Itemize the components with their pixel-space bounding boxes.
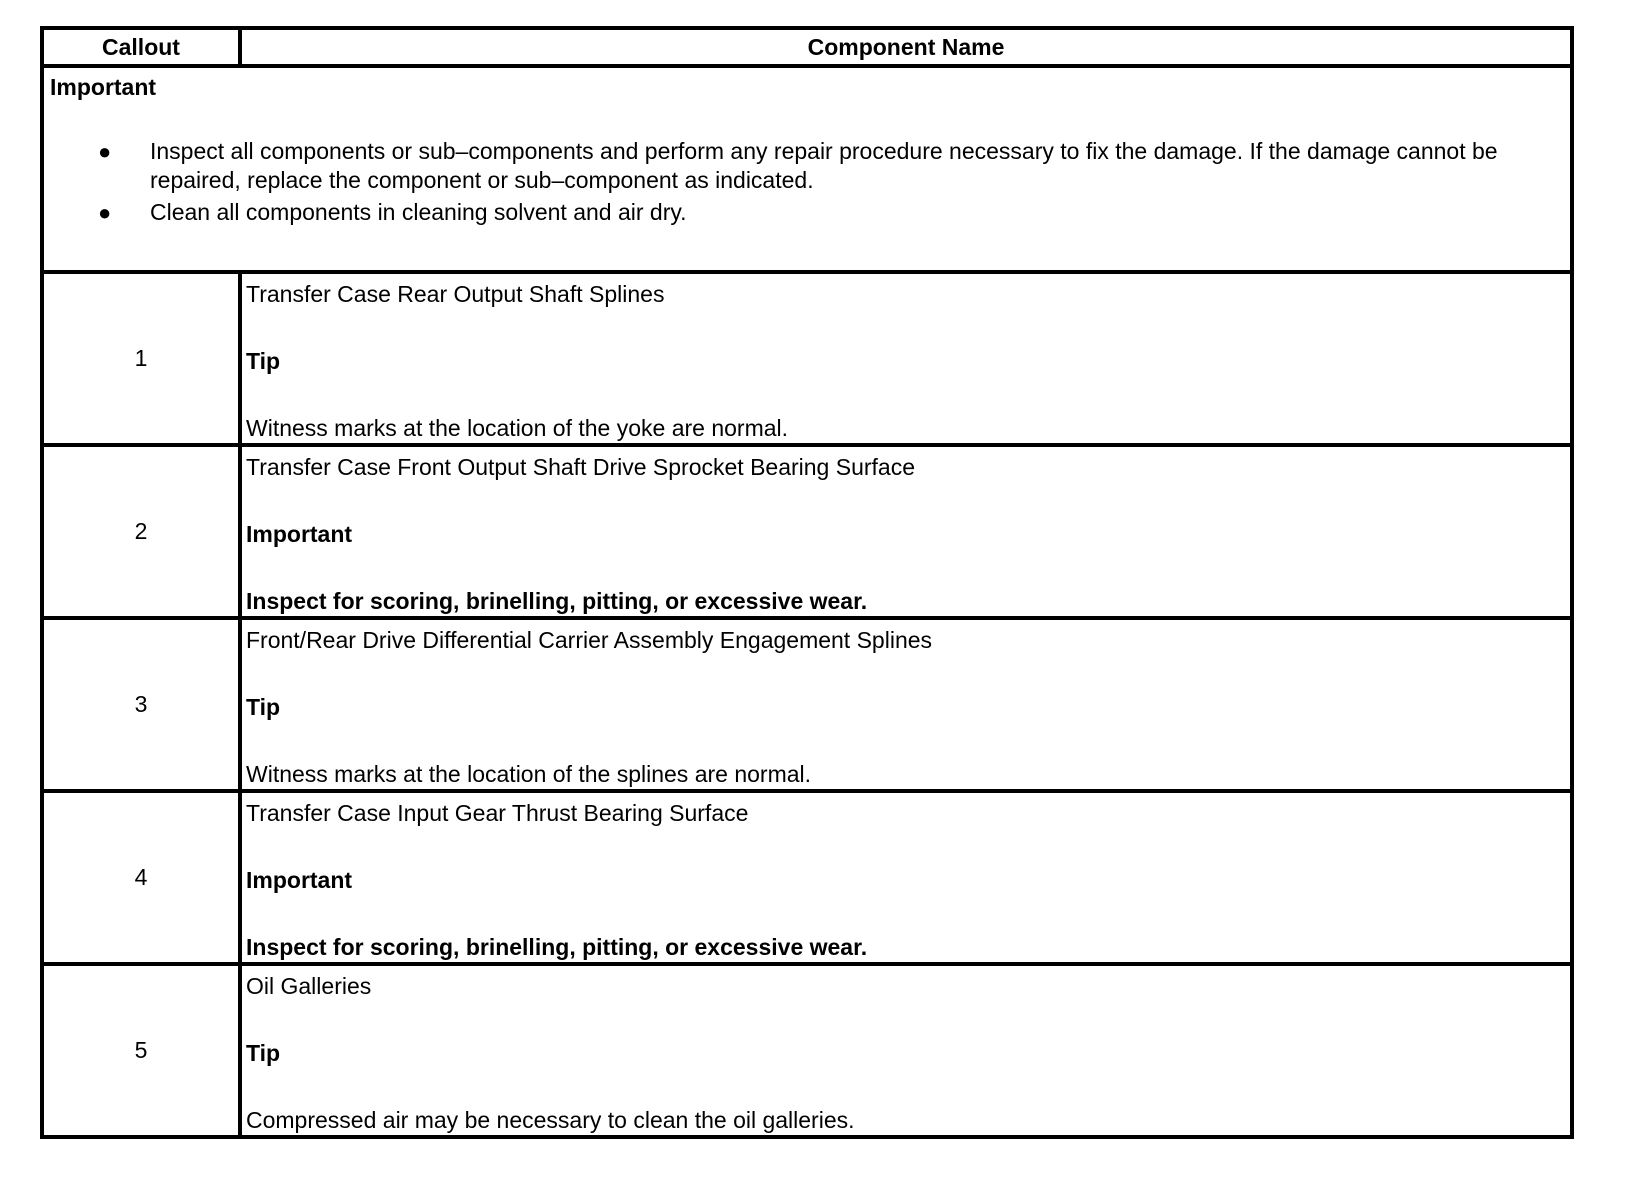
header-row bbox=[42, 28, 1572, 66]
note-label: Important bbox=[246, 867, 353, 893]
table-row bbox=[42, 964, 1572, 1137]
note-text: Compressed air may be necessary to clean the oil galleries. bbox=[246, 1107, 855, 1133]
component-cell bbox=[240, 618, 1572, 791]
header-component-name: Component Name bbox=[240, 28, 1572, 66]
component-name: Front/Rear Drive Differential Carrier Assembly Engagement Splines bbox=[246, 627, 933, 653]
general-note-item bbox=[50, 198, 1564, 227]
component-cell bbox=[240, 964, 1572, 1137]
component-name: Transfer Case Rear Output Shaft Splines bbox=[246, 281, 665, 307]
component-name: Oil Galleries bbox=[246, 973, 372, 999]
component-cell bbox=[240, 445, 1572, 618]
general-note-list bbox=[50, 137, 1564, 227]
note-label: Tip bbox=[246, 348, 281, 374]
callout-number: 3 bbox=[42, 618, 240, 791]
component-name: Transfer Case Input Gear Thrust Bearing Surface bbox=[246, 800, 749, 826]
table-row bbox=[42, 445, 1572, 618]
note-text: Witness marks at the location of the yoke are normal. bbox=[246, 415, 789, 441]
component-cell bbox=[240, 272, 1572, 445]
general-note-title: Important bbox=[50, 74, 157, 100]
general-note-row bbox=[42, 66, 1572, 272]
table-row bbox=[42, 791, 1572, 964]
general-note-item-text: Clean all components in cleaning solvent and air dry. bbox=[150, 199, 687, 225]
callout-number: 4 bbox=[42, 791, 240, 964]
header-callout: Callout bbox=[42, 28, 240, 66]
note-label: Important bbox=[246, 521, 353, 547]
callout-number: 5 bbox=[42, 964, 240, 1137]
note-label: Tip bbox=[246, 694, 281, 720]
table-row bbox=[42, 272, 1572, 445]
note-text: Inspect for scoring, brinelling, pitting, or excessive wear. bbox=[246, 588, 868, 614]
component-cell bbox=[240, 791, 1572, 964]
component-name: Transfer Case Front Output Shaft Drive Sprocket Bearing Surface bbox=[246, 454, 915, 480]
general-note-cell bbox=[42, 66, 1572, 272]
note-text: Witness marks at the location of the splines are normal. bbox=[246, 761, 812, 787]
general-note-item bbox=[50, 137, 1564, 195]
note-text: Inspect for scoring, brinelling, pitting, or excessive wear. bbox=[246, 934, 868, 960]
callout-number: 1 bbox=[42, 272, 240, 445]
note-label: Tip bbox=[246, 1040, 281, 1066]
table-row bbox=[42, 618, 1572, 791]
component-table bbox=[40, 26, 1574, 1139]
bullet-icon: ● bbox=[98, 139, 112, 164]
callout-number: 2 bbox=[42, 445, 240, 618]
bullet-icon: ● bbox=[98, 200, 112, 225]
general-note-item-text: Inspect all components or sub–components and perform any repair procedure necessary to fix the damage. If the damage cannot be repaired, replace the component or sub–component as indicated. bbox=[150, 138, 1498, 193]
